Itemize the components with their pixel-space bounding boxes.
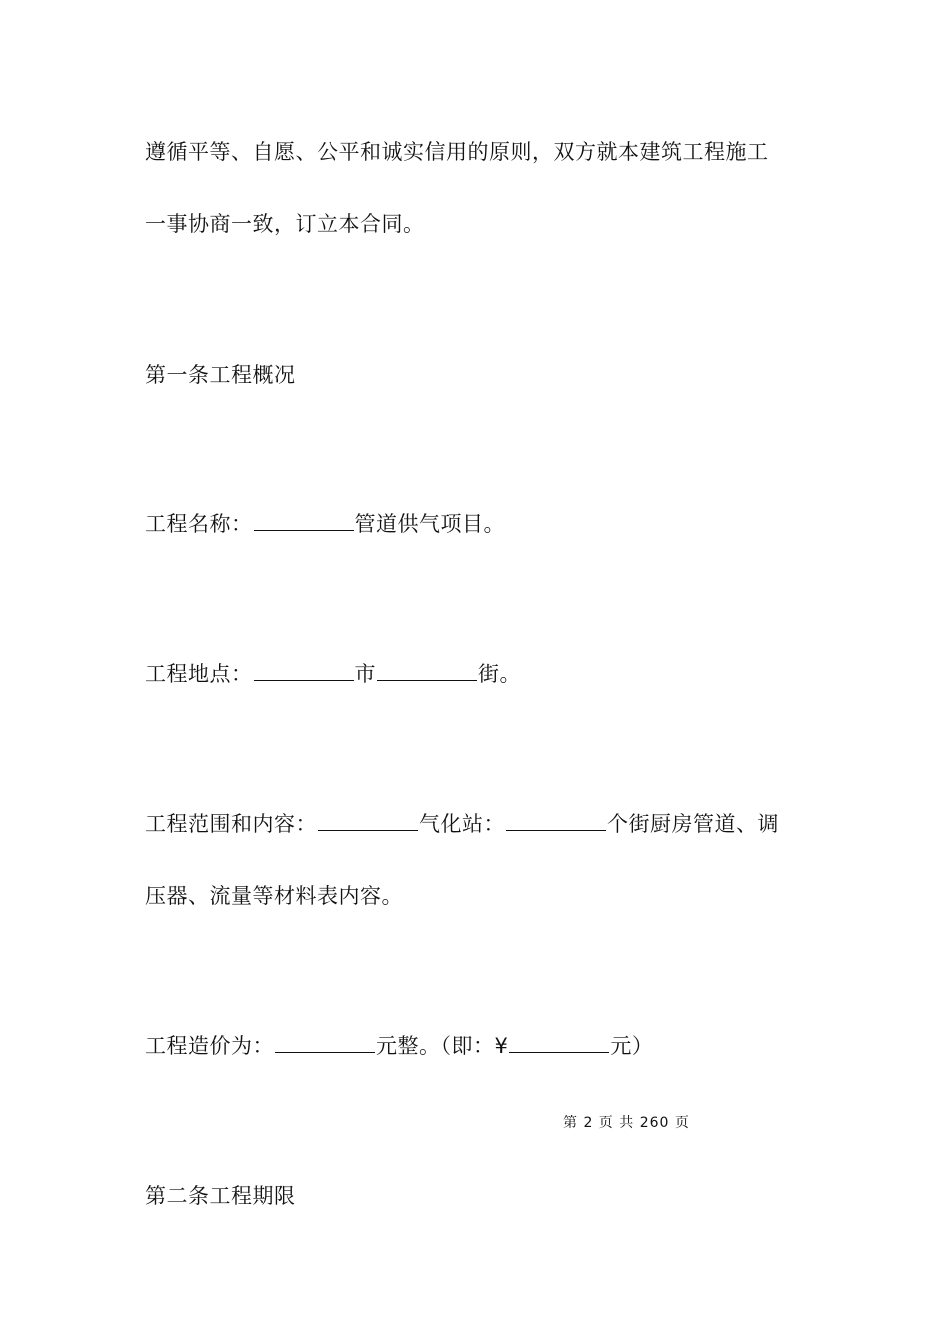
project-name-blank[interactable] <box>254 510 354 531</box>
intro-line-1: 遵循平等、自愿、公平和诚实信用的原则，双方就本建筑工程施工 <box>145 140 769 164</box>
project-cost-blank-1[interactable] <box>275 1032 375 1053</box>
project-scope-blank-2[interactable] <box>506 810 606 831</box>
intro-line-2: 一事协商一致，订立本合同。 <box>145 212 425 236</box>
article-2-heading: 第二条工程期限 <box>145 1184 296 1208</box>
project-name-suffix: 管道供气项目。 <box>354 512 505 536</box>
project-cost-blank-2[interactable] <box>509 1032 609 1053</box>
project-location-city-blank[interactable] <box>254 660 354 681</box>
project-scope-blank-1[interactable] <box>318 810 418 831</box>
project-location-street-blank[interactable] <box>377 660 477 681</box>
project-location-line <box>145 660 521 688</box>
project-scope-label: 工程范围和内容： <box>145 812 317 836</box>
project-scope-middle: 气化站： <box>419 812 505 836</box>
page-number-footer: 第 2 页 共 260 页 <box>563 1115 690 1131</box>
article-1-heading: 第一条工程概况 <box>145 363 296 387</box>
project-cost-suffix: 元） <box>610 1034 654 1058</box>
project-scope-line-2: 压器、流量等材料表内容。 <box>145 884 403 908</box>
project-cost-line <box>145 1032 653 1060</box>
project-scope-line <box>145 810 779 838</box>
project-cost-label: 工程造价为： <box>145 1034 274 1058</box>
project-location-middle: 市 <box>354 662 376 686</box>
project-location-label: 工程地点： <box>145 662 253 686</box>
project-location-suffix: 街。 <box>478 662 521 686</box>
project-name-line <box>145 510 505 538</box>
project-scope-suffix: 个街厨房管道、调 <box>607 812 779 836</box>
project-name-label: 工程名称： <box>145 512 253 536</box>
project-cost-middle: 元整。（即：¥ <box>376 1034 509 1058</box>
